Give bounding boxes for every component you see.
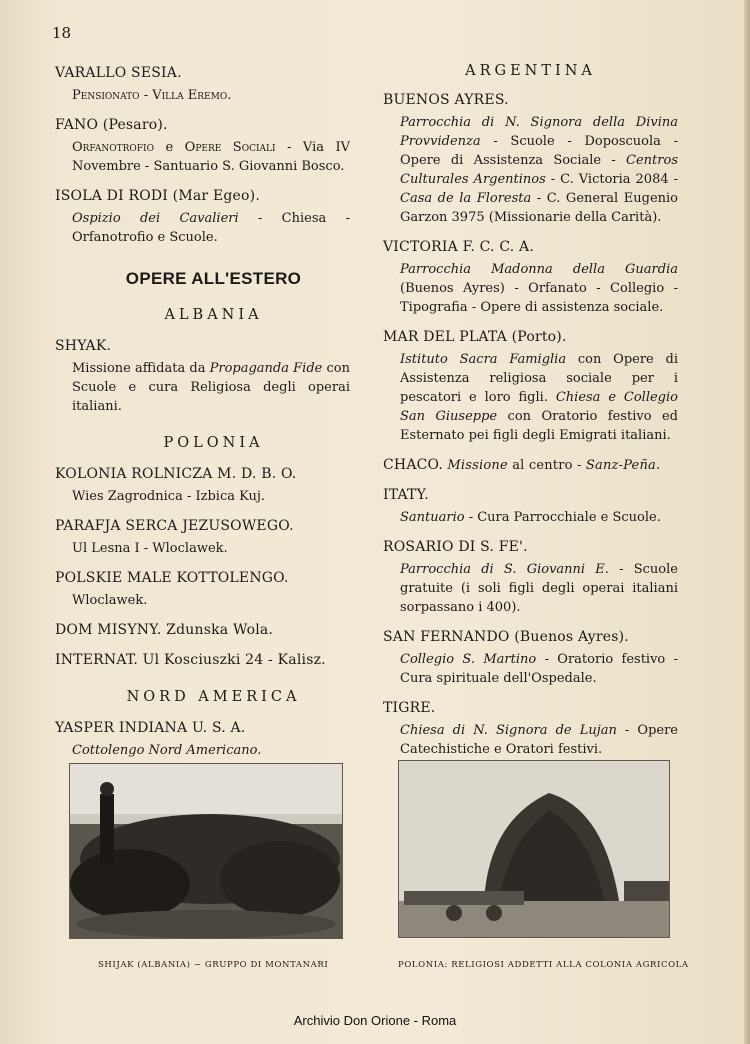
nord-america-entries bbox=[55, 719, 350, 760]
entry-place bbox=[383, 486, 678, 505]
entry-place-name: FANO (Pesaro). bbox=[55, 117, 168, 133]
entry bbox=[55, 621, 350, 640]
entry-place-name: DOM MISYNY. Zdunska Wola. bbox=[55, 622, 274, 638]
entry-text: con Opere di Assistenza religiosa sociale per i pescatori e loro figli. bbox=[400, 352, 679, 405]
section-title: OPERE ALL'ESTERO bbox=[125, 269, 302, 288]
photo-polonia-image bbox=[399, 761, 669, 937]
entry-place bbox=[55, 651, 350, 670]
entry-text: - Oratorio festivo - Cura spirituale dell'Ospedale. bbox=[400, 652, 678, 686]
entry-place bbox=[383, 328, 678, 347]
entry-text: Villa Eremo bbox=[152, 88, 228, 103]
caption-right: POLONIA: RELIGIOSI ADDETTI ALLA COLONIA AGRICOLA bbox=[398, 960, 689, 970]
entry-place-name: VARALLO SESIA. bbox=[55, 65, 182, 81]
entry-text: con Oratorio festivo ed Esternato pei figli degli Emigrati italiani. bbox=[400, 409, 678, 443]
entry-text: Centros Culturales Argentinos bbox=[400, 153, 678, 187]
entry-description bbox=[55, 487, 350, 506]
entry bbox=[55, 337, 350, 416]
entry-text: (Buenos Ayres) - Orfanato - Collegio - Tipografia - Opere di assistenza sociale. bbox=[400, 281, 678, 315]
entry-text: Pensionato bbox=[72, 88, 140, 103]
argentina-entries bbox=[383, 91, 678, 759]
entry-text: - C. Victoria 2084 - bbox=[545, 172, 678, 187]
entry bbox=[383, 699, 678, 759]
entry-text: Parrocchia di N. Signora della Divina Provvidenza bbox=[400, 115, 678, 149]
binding-edge bbox=[744, 0, 750, 1044]
entry bbox=[383, 238, 678, 317]
heading-albania: ALBANIA bbox=[164, 307, 263, 323]
photo-shijak-image bbox=[70, 764, 342, 938]
entry bbox=[55, 116, 350, 176]
entry-place bbox=[55, 621, 350, 640]
entry bbox=[55, 719, 350, 760]
entry-place-name: MAR DEL PLATA (Porto). bbox=[383, 329, 567, 345]
entry-description bbox=[383, 113, 678, 227]
entry-place bbox=[55, 719, 350, 738]
albania-entries bbox=[55, 337, 350, 416]
entry-text: - Cura Parrocchiale e Scuole. bbox=[464, 510, 661, 525]
heading-polonia: POLONIA bbox=[163, 435, 264, 451]
entry-text: - Chiesa - Orfanotrofio e Scuole. bbox=[72, 211, 350, 245]
entry-place-name: ISOLA DI RODI (Mar Egeo). bbox=[55, 188, 260, 204]
entry-place-name: BUENOS AYRES. bbox=[383, 92, 509, 108]
entry-description bbox=[383, 560, 678, 617]
entry-place-name: TIGRE. bbox=[383, 700, 436, 716]
entry-description bbox=[55, 138, 350, 176]
photo-polonia-colony bbox=[398, 760, 670, 938]
entry-text: - Scuole - Doposcuola - Opere di Assistenza Sociale - bbox=[400, 134, 678, 168]
entry-text: Chiesa di N. Signora de Lujan bbox=[400, 723, 617, 738]
entry-text: - Scuole gratuite (i soli figli degli operai italiani sorpassano i 400). bbox=[400, 562, 678, 615]
entry-description bbox=[383, 508, 678, 527]
entry-text: - Via IV Novembre - Santuario S. Giovanni Bosco. bbox=[72, 140, 350, 174]
entry-description bbox=[55, 741, 350, 760]
entry-text: Missione affidata da bbox=[72, 361, 210, 376]
entry-place bbox=[55, 569, 350, 588]
entry bbox=[383, 628, 678, 688]
polonia-entries bbox=[55, 465, 350, 670]
entry-text: Wloclawek. bbox=[72, 593, 148, 608]
entry-text: Parrocchia Madonna della Guardia bbox=[400, 262, 678, 277]
caption-left: SHIJAK (ALBANIA) ~ GRUPPO DI MONTANARI bbox=[98, 960, 329, 970]
left-column bbox=[55, 64, 350, 771]
entry bbox=[383, 91, 678, 227]
entry-place bbox=[55, 116, 350, 135]
entry-text: al centro - bbox=[507, 458, 586, 473]
entry-text: Ospizio dei Cavalieri bbox=[72, 211, 239, 226]
entry-text: con Scuole e cura Religiosa degli operai italiani. bbox=[72, 361, 350, 414]
entry-text: Cottolengo Nord Americano. bbox=[72, 743, 262, 758]
entry-description bbox=[55, 209, 350, 247]
entry bbox=[383, 538, 678, 617]
entry-text: Chiesa e Collegio San Giuseppe bbox=[400, 390, 678, 424]
entry-place bbox=[55, 517, 350, 536]
entry-place-name: KOLONIA ROLNICZA M. D. B. O. bbox=[55, 466, 297, 482]
entry-text: - bbox=[139, 88, 153, 103]
entry-place bbox=[383, 91, 678, 110]
entry-text: Opere Sociali bbox=[184, 140, 276, 155]
entry-place-name: POLSKIE MALE KOTTOLENGO. bbox=[55, 570, 289, 586]
entry-text: Wies Zagrodnica - Izbica Kuj. bbox=[72, 489, 266, 504]
entry bbox=[55, 517, 350, 558]
entry-description bbox=[55, 539, 350, 558]
entry bbox=[383, 456, 678, 475]
entry-place-name: SHYAK. bbox=[55, 338, 112, 354]
heading-nord-america: NORD AMERICA bbox=[126, 689, 301, 705]
entry-text: - C. General Eugenio Garzon 3975 (Missionarie della Carità). bbox=[400, 191, 678, 225]
page-number: 18 bbox=[52, 24, 72, 42]
entry-description bbox=[55, 359, 350, 416]
entry-description bbox=[383, 650, 678, 688]
entry-place bbox=[383, 538, 678, 557]
entry-text: Ul Lesna I - Wloclawek. bbox=[72, 541, 228, 556]
entry-text: Parrocchia di S. Giovanni E. bbox=[400, 562, 609, 577]
entry-place-name: CHACO. bbox=[383, 457, 444, 473]
entry-place-name: INTERNAT. Ul Kosciuszki 24 - Kalisz. bbox=[55, 652, 326, 668]
entry-text: e bbox=[154, 140, 185, 155]
heading-argentina: ARGENTINA bbox=[465, 63, 596, 79]
entry-text: Casa de la Floresta bbox=[400, 191, 532, 206]
entry-description bbox=[383, 350, 678, 445]
entry-text: . bbox=[227, 88, 232, 103]
entry bbox=[383, 486, 678, 527]
left-top-entries bbox=[55, 64, 350, 247]
entry-place-name: VICTORIA F. C. C. A. bbox=[383, 239, 535, 255]
entry-text: Sanz-Peña. bbox=[585, 458, 661, 473]
entry-place bbox=[55, 64, 350, 83]
entry-place bbox=[55, 337, 350, 356]
photo-shijak-group bbox=[69, 763, 343, 939]
entry-place-name: ITATY. bbox=[383, 487, 429, 503]
entry-text: Collegio S. Martino bbox=[400, 652, 537, 667]
entry bbox=[55, 569, 350, 610]
entry-place bbox=[383, 456, 678, 475]
entry-place-name: YASPER INDIANA U. S. A. bbox=[55, 720, 246, 736]
entry-place bbox=[55, 187, 350, 206]
entry-place bbox=[55, 465, 350, 484]
entry-text: Santuario bbox=[400, 510, 465, 525]
entry-description bbox=[443, 458, 660, 473]
entry bbox=[55, 64, 350, 105]
entry-text: Missione bbox=[447, 458, 508, 473]
entry-description bbox=[383, 721, 678, 759]
entry-description bbox=[55, 591, 350, 610]
entry-text: Istituto Sacra Famiglia bbox=[400, 352, 567, 367]
entry-place-name: ROSARIO DI S. FE'. bbox=[383, 539, 528, 555]
entry bbox=[55, 651, 350, 670]
entry-place bbox=[383, 238, 678, 257]
right-column bbox=[383, 62, 678, 770]
entry-text: - Opere Catechistiche e Oratori festivi. bbox=[400, 723, 678, 757]
entry-description bbox=[55, 86, 350, 105]
entry-place-name: PARAFJA SERCA JEZUSOWEGO. bbox=[55, 518, 294, 534]
entry-text: Orfanotrofio bbox=[72, 140, 154, 155]
entry bbox=[55, 187, 350, 247]
entry-place bbox=[383, 628, 678, 647]
entry bbox=[383, 328, 678, 445]
entry-place bbox=[383, 699, 678, 718]
entry-place-name: SAN FERNANDO (Buenos Ayres). bbox=[383, 629, 629, 645]
entry-description bbox=[383, 260, 678, 317]
entry-text: Propaganda Fide bbox=[209, 361, 323, 376]
archive-watermark: Archivio Don Orione - Roma bbox=[293, 1013, 457, 1028]
entry bbox=[55, 465, 350, 506]
